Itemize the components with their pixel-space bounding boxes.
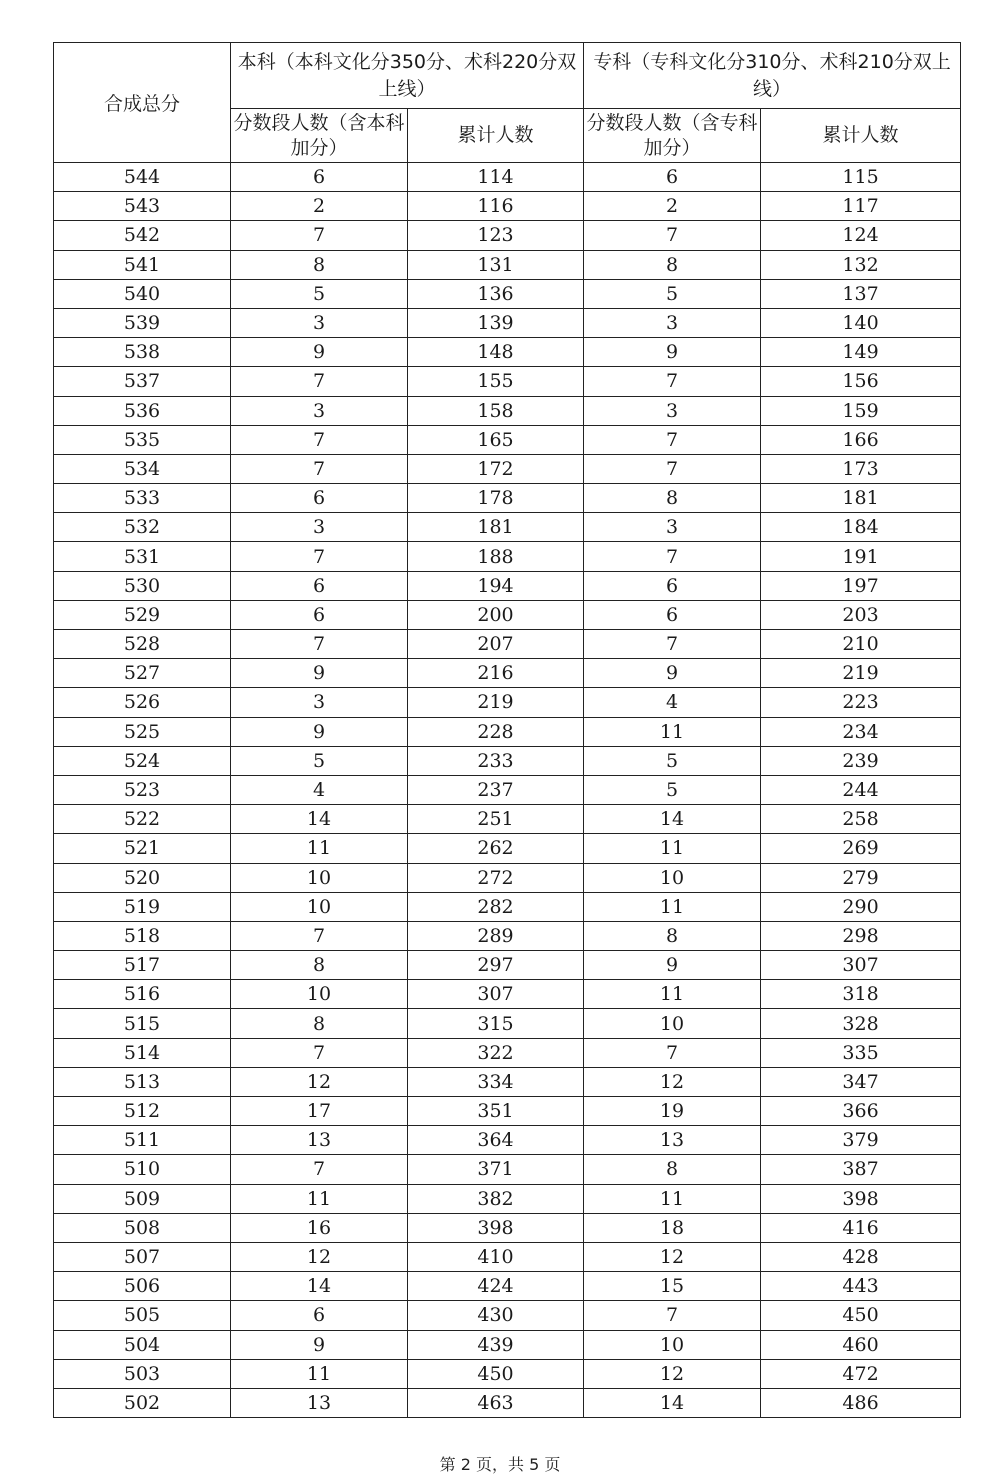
- undergrad-segment-cell: 14: [231, 805, 408, 834]
- undergrad-cumulative-cell: 233: [408, 746, 584, 775]
- undergrad-cumulative-cell: 131: [408, 250, 584, 279]
- undergrad-cumulative-cell: 424: [408, 1272, 584, 1301]
- undergrad-cumulative-cell: 207: [408, 630, 584, 659]
- header-junior-cumulative: 累计人数: [761, 109, 961, 163]
- table-row: [54, 221, 961, 250]
- junior-cumulative-cell: 450: [761, 1301, 961, 1330]
- table-body: [54, 163, 961, 1418]
- junior-cumulative-cell: 191: [761, 542, 961, 571]
- header-undergrad-cumulative: 累计人数: [408, 109, 584, 163]
- undergrad-cumulative-cell: 371: [408, 1155, 584, 1184]
- junior-cumulative-cell: 117: [761, 192, 961, 221]
- junior-cumulative-cell: 387: [761, 1155, 961, 1184]
- undergrad-segment-cell: 8: [231, 951, 408, 980]
- undergrad-segment-cell: 6: [231, 163, 408, 192]
- total-score-cell: 528: [54, 630, 231, 659]
- junior-cumulative-cell: 443: [761, 1272, 961, 1301]
- table-row: [54, 1213, 961, 1242]
- table-row: [54, 951, 961, 980]
- header-undergrad-segment: [231, 109, 408, 163]
- undergrad-segment-cell: 9: [231, 717, 408, 746]
- table-row: [54, 805, 961, 834]
- table-row: [54, 659, 961, 688]
- junior-cumulative-cell: 234: [761, 717, 961, 746]
- undergrad-segment-cell: 11: [231, 834, 408, 863]
- junior-segment-cell: 7: [584, 542, 761, 571]
- junior-cumulative-cell: 416: [761, 1213, 961, 1242]
- table-row: [54, 454, 961, 483]
- junior-cumulative-cell: 184: [761, 513, 961, 542]
- undergrad-cumulative-cell: 139: [408, 308, 584, 337]
- page-footer: 第 2 页，共 5 页: [439, 1455, 561, 1474]
- undergrad-cumulative-cell: 463: [408, 1388, 584, 1417]
- header-junior-group: [584, 43, 961, 109]
- header-undergrad-segment-text: 分数段人数（含本科加分）: [233, 111, 405, 159]
- table-row: [54, 1038, 961, 1067]
- undergrad-cumulative-cell: 322: [408, 1038, 584, 1067]
- junior-cumulative-cell: 159: [761, 396, 961, 425]
- undergrad-cumulative-cell: 172: [408, 454, 584, 483]
- total-score-cell: 504: [54, 1330, 231, 1359]
- junior-segment-cell: 11: [584, 980, 761, 1009]
- table-row: [54, 542, 961, 571]
- undergrad-segment-cell: 10: [231, 863, 408, 892]
- junior-segment-cell: 5: [584, 746, 761, 775]
- undergrad-cumulative-cell: 334: [408, 1067, 584, 1096]
- junior-segment-cell: 6: [584, 163, 761, 192]
- junior-segment-cell: 9: [584, 659, 761, 688]
- total-score-cell: 529: [54, 600, 231, 629]
- junior-cumulative-cell: 379: [761, 1126, 961, 1155]
- junior-cumulative-cell: 219: [761, 659, 961, 688]
- junior-cumulative-cell: 347: [761, 1067, 961, 1096]
- total-score-cell: 534: [54, 454, 231, 483]
- table-row: [54, 775, 961, 804]
- table-row: [54, 571, 961, 600]
- total-score-cell: 521: [54, 834, 231, 863]
- table-row: [54, 338, 961, 367]
- total-score-cell: 544: [54, 163, 231, 192]
- undergrad-cumulative-cell: 194: [408, 571, 584, 600]
- undergrad-segment-cell: 9: [231, 659, 408, 688]
- undergrad-cumulative-cell: 351: [408, 1097, 584, 1126]
- header-junior-segment-text: 分数段人数（含专科加分）: [586, 111, 758, 159]
- total-score-cell: 509: [54, 1184, 231, 1213]
- undergrad-segment-cell: 11: [231, 1359, 408, 1388]
- junior-cumulative-cell: 335: [761, 1038, 961, 1067]
- undergrad-cumulative-cell: 165: [408, 425, 584, 454]
- undergrad-cumulative-cell: 216: [408, 659, 584, 688]
- total-score-cell: 537: [54, 367, 231, 396]
- table-row: [54, 834, 961, 863]
- junior-cumulative-cell: 203: [761, 600, 961, 629]
- table-row: [54, 1097, 961, 1126]
- junior-segment-cell: 11: [584, 834, 761, 863]
- undergrad-segment-cell: 6: [231, 1301, 408, 1330]
- junior-cumulative-cell: 279: [761, 863, 961, 892]
- undergrad-segment-cell: 12: [231, 1067, 408, 1096]
- undergrad-cumulative-cell: 178: [408, 484, 584, 513]
- undergrad-cumulative-cell: 188: [408, 542, 584, 571]
- total-score-cell: 515: [54, 1009, 231, 1038]
- total-score-cell: 527: [54, 659, 231, 688]
- junior-segment-cell: 13: [584, 1126, 761, 1155]
- total-score-cell: 503: [54, 1359, 231, 1388]
- total-score-cell: 526: [54, 688, 231, 717]
- header-total-score: 合成总分: [54, 43, 231, 163]
- junior-segment-cell: 5: [584, 775, 761, 804]
- table-row: [54, 163, 961, 192]
- total-score-cell: 519: [54, 892, 231, 921]
- total-score-cell: 512: [54, 1097, 231, 1126]
- undergrad-segment-cell: 12: [231, 1242, 408, 1271]
- table-row: [54, 1301, 961, 1330]
- undergrad-cumulative-cell: 181: [408, 513, 584, 542]
- undergrad-cumulative-cell: 262: [408, 834, 584, 863]
- total-score-cell: 502: [54, 1388, 231, 1417]
- undergrad-segment-cell: 8: [231, 1009, 408, 1038]
- undergrad-cumulative-cell: 272: [408, 863, 584, 892]
- table-row: [54, 1184, 961, 1213]
- total-score-cell: 538: [54, 338, 231, 367]
- undergrad-cumulative-cell: 136: [408, 279, 584, 308]
- junior-segment-cell: 5: [584, 279, 761, 308]
- undergrad-cumulative-cell: 155: [408, 367, 584, 396]
- junior-segment-cell: 8: [584, 1155, 761, 1184]
- junior-cumulative-cell: 239: [761, 746, 961, 775]
- table-row: [54, 484, 961, 513]
- undergrad-cumulative-cell: 114: [408, 163, 584, 192]
- table-row: [54, 279, 961, 308]
- total-score-cell: 513: [54, 1067, 231, 1096]
- junior-segment-cell: 3: [584, 308, 761, 337]
- total-score-cell: 505: [54, 1301, 231, 1330]
- table-row: [54, 1272, 961, 1301]
- undergrad-segment-cell: 9: [231, 338, 408, 367]
- undergrad-segment-cell: 3: [231, 396, 408, 425]
- table-row: [54, 1330, 961, 1359]
- undergrad-segment-cell: 7: [231, 630, 408, 659]
- total-score-cell: 517: [54, 951, 231, 980]
- undergrad-segment-cell: 6: [231, 571, 408, 600]
- undergrad-cumulative-cell: 430: [408, 1301, 584, 1330]
- total-score-cell: 523: [54, 775, 231, 804]
- undergrad-segment-cell: 13: [231, 1126, 408, 1155]
- undergrad-segment-cell: 3: [231, 308, 408, 337]
- junior-segment-cell: 7: [584, 1301, 761, 1330]
- junior-segment-cell: 6: [584, 600, 761, 629]
- total-score-cell: 532: [54, 513, 231, 542]
- undergrad-segment-cell: 3: [231, 688, 408, 717]
- undergrad-segment-cell: 7: [231, 425, 408, 454]
- undergrad-cumulative-cell: 410: [408, 1242, 584, 1271]
- table-row: [54, 630, 961, 659]
- table-row: [54, 1242, 961, 1271]
- total-score-cell: 510: [54, 1155, 231, 1184]
- undergrad-segment-cell: 5: [231, 279, 408, 308]
- junior-cumulative-cell: 140: [761, 308, 961, 337]
- table-row: [54, 1388, 961, 1417]
- junior-segment-cell: 10: [584, 1330, 761, 1359]
- undergrad-segment-cell: 4: [231, 775, 408, 804]
- undergrad-cumulative-cell: 237: [408, 775, 584, 804]
- undergrad-cumulative-cell: 228: [408, 717, 584, 746]
- table-row: [54, 513, 961, 542]
- table-row: [54, 1155, 961, 1184]
- undergrad-segment-cell: 9: [231, 1330, 408, 1359]
- total-score-cell: 531: [54, 542, 231, 571]
- junior-segment-cell: 12: [584, 1067, 761, 1096]
- junior-cumulative-cell: 197: [761, 571, 961, 600]
- table-row: [54, 1126, 961, 1155]
- junior-cumulative-cell: 328: [761, 1009, 961, 1038]
- table-row: [54, 396, 961, 425]
- total-score-cell: 539: [54, 308, 231, 337]
- undergrad-segment-cell: 7: [231, 221, 408, 250]
- undergrad-segment-cell: 7: [231, 454, 408, 483]
- total-score-cell: 507: [54, 1242, 231, 1271]
- table-row: [54, 308, 961, 337]
- junior-cumulative-cell: 290: [761, 892, 961, 921]
- junior-segment-cell: 7: [584, 1038, 761, 1067]
- total-score-cell: 508: [54, 1213, 231, 1242]
- junior-segment-cell: 11: [584, 892, 761, 921]
- table-row: [54, 600, 961, 629]
- total-score-cell: 536: [54, 396, 231, 425]
- junior-cumulative-cell: 486: [761, 1388, 961, 1417]
- undergrad-cumulative-cell: 364: [408, 1126, 584, 1155]
- table-row: [54, 921, 961, 950]
- table-row: [54, 892, 961, 921]
- undergrad-segment-cell: 7: [231, 542, 408, 571]
- junior-cumulative-cell: 298: [761, 921, 961, 950]
- junior-segment-cell: 9: [584, 338, 761, 367]
- undergrad-segment-cell: 7: [231, 1038, 408, 1067]
- table-row: [54, 717, 961, 746]
- undergrad-cumulative-cell: 282: [408, 892, 584, 921]
- undergrad-segment-cell: 2: [231, 192, 408, 221]
- header-junior-segment: [584, 109, 761, 163]
- junior-cumulative-cell: 115: [761, 163, 961, 192]
- undergrad-cumulative-cell: 116: [408, 192, 584, 221]
- table-row: [54, 425, 961, 454]
- table-row: [54, 192, 961, 221]
- undergrad-cumulative-cell: 219: [408, 688, 584, 717]
- undergrad-cumulative-cell: 450: [408, 1359, 584, 1388]
- undergrad-cumulative-cell: 398: [408, 1213, 584, 1242]
- junior-segment-cell: 10: [584, 863, 761, 892]
- table-header: [54, 43, 961, 163]
- junior-cumulative-cell: 181: [761, 484, 961, 513]
- junior-segment-cell: 14: [584, 805, 761, 834]
- table-row: [54, 1067, 961, 1096]
- table-row: [54, 746, 961, 775]
- junior-segment-cell: 3: [584, 513, 761, 542]
- undergrad-segment-cell: 11: [231, 1184, 408, 1213]
- undergrad-cumulative-cell: 158: [408, 396, 584, 425]
- undergrad-segment-cell: 16: [231, 1213, 408, 1242]
- junior-segment-cell: 19: [584, 1097, 761, 1126]
- undergrad-cumulative-cell: 148: [408, 338, 584, 367]
- undergrad-cumulative-cell: 315: [408, 1009, 584, 1038]
- undergrad-segment-cell: 5: [231, 746, 408, 775]
- total-score-cell: 541: [54, 250, 231, 279]
- undergrad-segment-cell: 17: [231, 1097, 408, 1126]
- junior-segment-cell: 10: [584, 1009, 761, 1038]
- junior-cumulative-cell: 156: [761, 367, 961, 396]
- junior-cumulative-cell: 366: [761, 1097, 961, 1126]
- total-score-cell: 535: [54, 425, 231, 454]
- junior-cumulative-cell: 269: [761, 834, 961, 863]
- undergrad-cumulative-cell: 439: [408, 1330, 584, 1359]
- undergrad-segment-cell: 13: [231, 1388, 408, 1417]
- junior-segment-cell: 14: [584, 1388, 761, 1417]
- undergrad-segment-cell: 6: [231, 484, 408, 513]
- table-row: [54, 250, 961, 279]
- junior-cumulative-cell: 132: [761, 250, 961, 279]
- undergrad-cumulative-cell: 251: [408, 805, 584, 834]
- header-junior-group-text: 专科（专科文化分310分、术科210分双上线）: [593, 50, 951, 100]
- junior-cumulative-cell: 173: [761, 454, 961, 483]
- junior-cumulative-cell: 166: [761, 425, 961, 454]
- total-score-cell: 511: [54, 1126, 231, 1155]
- junior-cumulative-cell: 460: [761, 1330, 961, 1359]
- score-distribution-table: [53, 42, 961, 1418]
- total-score-cell: 540: [54, 279, 231, 308]
- undergrad-segment-cell: 10: [231, 980, 408, 1009]
- undergrad-cumulative-cell: 200: [408, 600, 584, 629]
- junior-segment-cell: 8: [584, 921, 761, 950]
- undergrad-segment-cell: 7: [231, 1155, 408, 1184]
- undergrad-segment-cell: 8: [231, 250, 408, 279]
- undergrad-segment-cell: 6: [231, 600, 408, 629]
- total-score-cell: 518: [54, 921, 231, 950]
- total-score-cell: 530: [54, 571, 231, 600]
- junior-cumulative-cell: 244: [761, 775, 961, 804]
- junior-segment-cell: 3: [584, 396, 761, 425]
- undergrad-cumulative-cell: 123: [408, 221, 584, 250]
- table-row: [54, 367, 961, 396]
- undergrad-cumulative-cell: 382: [408, 1184, 584, 1213]
- junior-cumulative-cell: 398: [761, 1184, 961, 1213]
- junior-cumulative-cell: 137: [761, 279, 961, 308]
- junior-segment-cell: 15: [584, 1272, 761, 1301]
- junior-cumulative-cell: 149: [761, 338, 961, 367]
- table-row: [54, 980, 961, 1009]
- junior-segment-cell: 7: [584, 367, 761, 396]
- junior-segment-cell: 12: [584, 1359, 761, 1388]
- table-row: [54, 1009, 961, 1038]
- junior-segment-cell: 7: [584, 425, 761, 454]
- junior-cumulative-cell: 124: [761, 221, 961, 250]
- junior-segment-cell: 8: [584, 484, 761, 513]
- junior-segment-cell: 7: [584, 454, 761, 483]
- undergrad-cumulative-cell: 297: [408, 951, 584, 980]
- table-row: [54, 688, 961, 717]
- junior-segment-cell: 11: [584, 1184, 761, 1213]
- undergrad-cumulative-cell: 289: [408, 921, 584, 950]
- junior-segment-cell: 12: [584, 1242, 761, 1271]
- junior-segment-cell: 7: [584, 630, 761, 659]
- total-score-cell: 525: [54, 717, 231, 746]
- total-score-cell: 514: [54, 1038, 231, 1067]
- junior-segment-cell: 7: [584, 221, 761, 250]
- total-score-cell: 524: [54, 746, 231, 775]
- junior-cumulative-cell: 318: [761, 980, 961, 1009]
- total-score-cell: 533: [54, 484, 231, 513]
- total-score-cell: 522: [54, 805, 231, 834]
- undergrad-cumulative-cell: 307: [408, 980, 584, 1009]
- total-score-cell: 543: [54, 192, 231, 221]
- junior-cumulative-cell: 210: [761, 630, 961, 659]
- junior-segment-cell: 11: [584, 717, 761, 746]
- junior-cumulative-cell: 428: [761, 1242, 961, 1271]
- table-row: [54, 863, 961, 892]
- junior-cumulative-cell: 307: [761, 951, 961, 980]
- junior-segment-cell: 4: [584, 688, 761, 717]
- header-undergrad-group-text: 本科（本科文化分350分、术科220分双上线）: [237, 50, 577, 100]
- junior-segment-cell: 9: [584, 951, 761, 980]
- undergrad-segment-cell: 3: [231, 513, 408, 542]
- total-score-cell: 516: [54, 980, 231, 1009]
- undergrad-segment-cell: 7: [231, 367, 408, 396]
- header-undergrad-group: [231, 43, 584, 109]
- total-score-cell: 542: [54, 221, 231, 250]
- junior-segment-cell: 18: [584, 1213, 761, 1242]
- junior-cumulative-cell: 258: [761, 805, 961, 834]
- undergrad-segment-cell: 10: [231, 892, 408, 921]
- undergrad-segment-cell: 7: [231, 921, 408, 950]
- junior-segment-cell: 8: [584, 250, 761, 279]
- undergrad-segment-cell: 14: [231, 1272, 408, 1301]
- junior-segment-cell: 6: [584, 571, 761, 600]
- total-score-cell: 506: [54, 1272, 231, 1301]
- junior-cumulative-cell: 472: [761, 1359, 961, 1388]
- junior-cumulative-cell: 223: [761, 688, 961, 717]
- table-row: [54, 1359, 961, 1388]
- total-score-cell: 520: [54, 863, 231, 892]
- junior-segment-cell: 2: [584, 192, 761, 221]
